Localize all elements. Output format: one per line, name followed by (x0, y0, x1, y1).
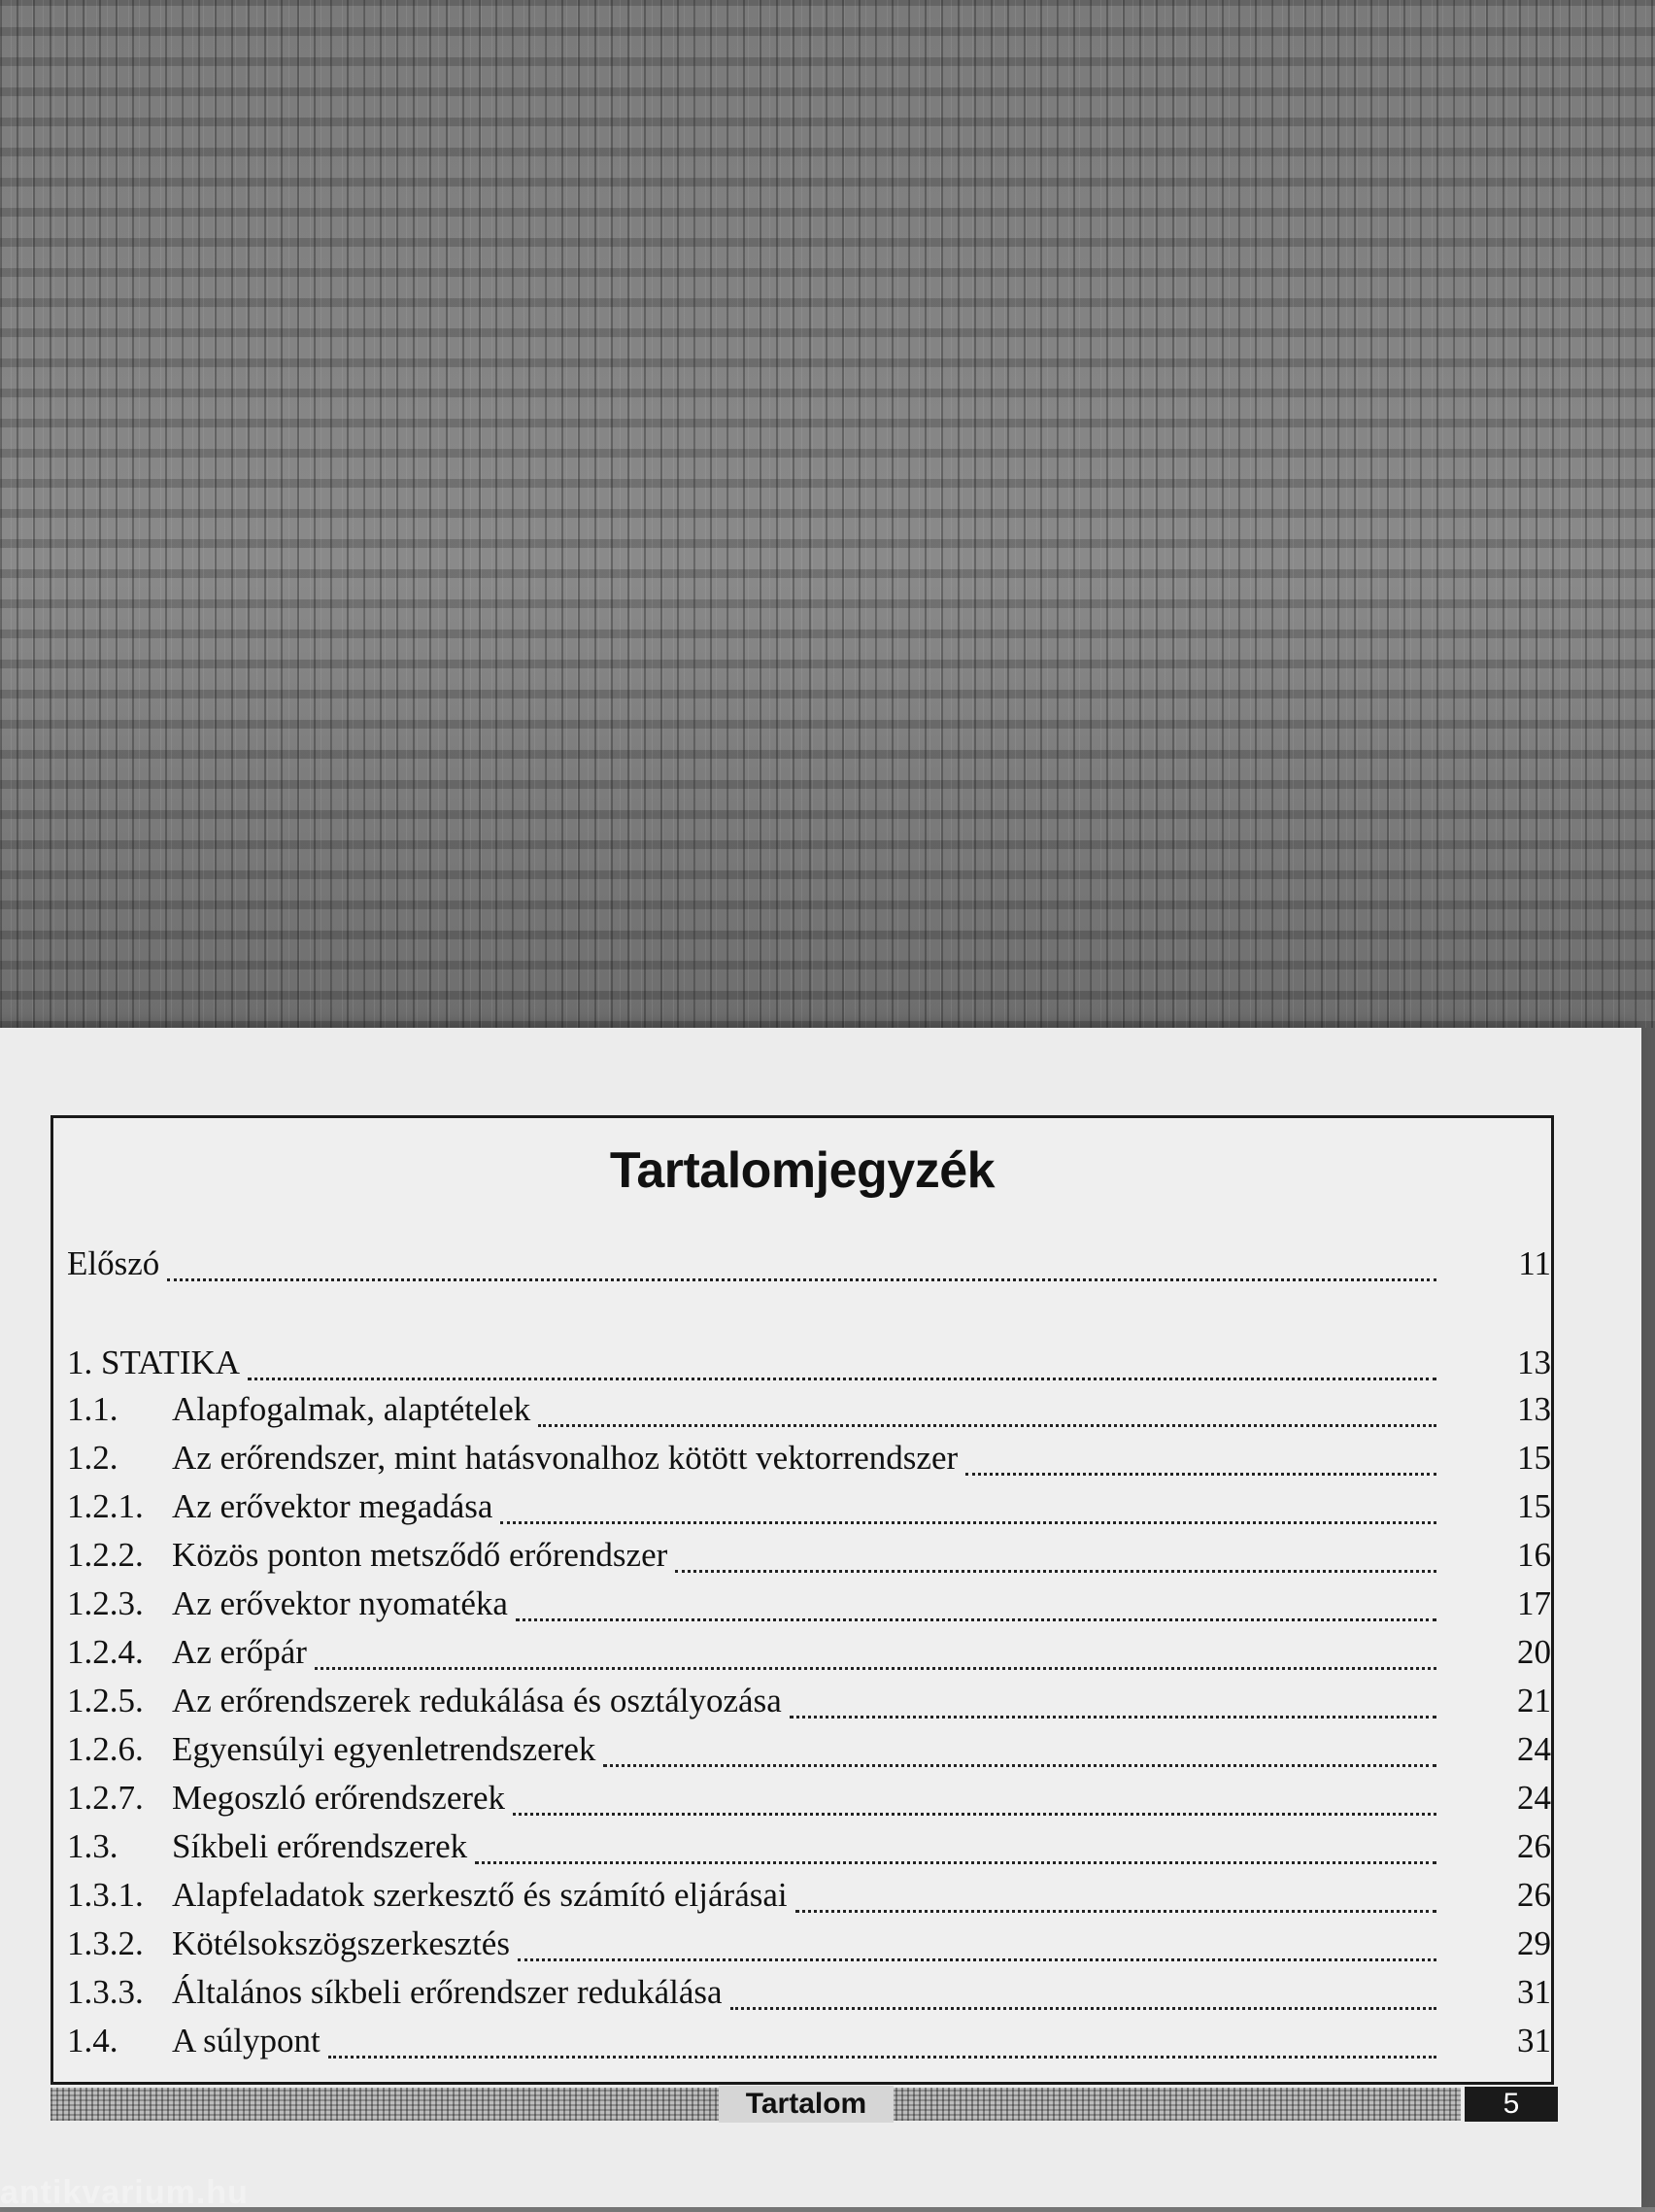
toc-entry-label: Közös ponton metsződő erőrendszer (172, 1536, 668, 1574)
dot-leader (475, 1861, 1436, 1864)
toc-entry-page: 24 (1517, 1779, 1551, 1817)
toc-entry-label: Az erővektor nyomatéka (172, 1584, 508, 1622)
toc-entry (67, 1973, 1551, 2022)
toc-entry-label: Megoszló erőrendszerek (172, 1779, 506, 1817)
dot-leader (538, 1424, 1436, 1427)
toc-entry-page: 24 (1517, 1730, 1551, 1768)
toc-entry-page: 17 (1517, 1584, 1551, 1622)
toc-entry-page: 11 (1518, 1244, 1551, 1282)
dot-leader (328, 2056, 1436, 2059)
toc-entry (67, 1876, 1551, 1924)
toc-entry-page: 29 (1517, 1924, 1551, 1962)
toc-entry (67, 1682, 1551, 1730)
watermark: antikvarium.hu (0, 2174, 249, 2211)
footer-section-label: Tartalom (719, 2086, 894, 2123)
dot-leader (675, 1570, 1436, 1573)
toc-entry (67, 1390, 1551, 1439)
toc-entry (67, 1633, 1551, 1682)
dot-leader (248, 1378, 1436, 1380)
toc-entry-number: 1.4. (67, 2022, 118, 2059)
toc-entry-number: 1.3.2. (67, 1924, 144, 1962)
toc-entry (67, 1487, 1551, 1536)
toc-entry-label: Az erővektor megadása (172, 1487, 493, 1525)
toc-entry-page: 21 (1517, 1682, 1551, 1719)
toc-entry-label: Az erőrendszer, mint hatásvonalhoz kötött vektorrendszer (172, 1439, 959, 1477)
toc-entry-number: 1.2.6. (67, 1730, 144, 1768)
toc-entry-label: Az erőpár (172, 1633, 307, 1671)
toc-entry-number: 1.2. (67, 1439, 118, 1477)
toc-entry (67, 1536, 1551, 1584)
toc-entry-number: 1.2.4. (67, 1633, 144, 1671)
dot-leader (518, 1958, 1436, 1961)
toc-entry-page: 20 (1517, 1633, 1551, 1671)
toc-title: Tartalomjegyzék (609, 1142, 996, 1199)
toc-entry-label: Előszó (67, 1244, 160, 1282)
toc-entry-page: 15 (1517, 1487, 1551, 1525)
toc-entry (67, 1924, 1551, 1973)
toc-entry-label: Alapfeladatok szerkesztő és számító eljárásai (172, 1876, 788, 1914)
toc-entry (67, 1730, 1551, 1779)
toc-entry-number: 1.3.3. (67, 1973, 144, 2011)
dot-leader (513, 1813, 1436, 1816)
toc-entry-page: 26 (1517, 1876, 1551, 1914)
toc-entry-page: 15 (1517, 1439, 1551, 1477)
toc-entry-number: 1.3. (67, 1827, 118, 1865)
toc-entry-page: 13 (1517, 1390, 1551, 1428)
desk-background (0, 0, 1655, 1030)
toc-entry (67, 1344, 1551, 1392)
dot-leader (167, 1278, 1436, 1281)
toc-entry-page: 26 (1517, 1827, 1551, 1865)
toc-entry-label: Általános síkbeli erőrendszer redukálása (172, 1973, 723, 2011)
dot-leader (603, 1764, 1436, 1767)
dot-leader (795, 1910, 1436, 1913)
toc-entry (67, 1244, 1551, 1293)
toc-entry-label: A súlypont (172, 2022, 321, 2059)
toc-entry-number: 1.2.1. (67, 1487, 144, 1525)
dot-leader (790, 1716, 1436, 1719)
dot-leader (965, 1473, 1436, 1476)
toc-entry (67, 1439, 1551, 1487)
toc-entry-label: 1. STATIKA (67, 1344, 241, 1381)
toc-entry-number: 1.1. (67, 1390, 118, 1428)
toc-entry-page: 31 (1517, 2022, 1551, 2059)
toc-entry-label: Egyensúlyi egyenletrendszerek (172, 1730, 596, 1768)
toc-entry-label: Az erőrendszerek redukálása és osztályozása (172, 1682, 782, 1719)
page-edge (1641, 1028, 1655, 2207)
toc-entry-number: 1.2.7. (67, 1779, 144, 1817)
dot-leader (516, 1618, 1436, 1621)
toc-entry-page: 13 (1517, 1344, 1551, 1381)
footer-page-number: 5 (1465, 2087, 1558, 2122)
dot-leader (730, 2007, 1436, 2010)
toc-entry-number: 1.3.1. (67, 1876, 144, 1914)
toc-entry-number: 1.2.3. (67, 1584, 144, 1622)
toc-entry (67, 1584, 1551, 1633)
dot-leader (500, 1521, 1436, 1524)
toc-entry-label: Kötélsokszögszerkesztés (172, 1924, 510, 1962)
toc-entry-label: Alapfogalmak, alaptételek (172, 1390, 531, 1428)
dot-leader (315, 1667, 1436, 1670)
toc-entry (67, 1827, 1551, 1876)
toc-entry (67, 2022, 1551, 2070)
toc-entry-page: 16 (1517, 1536, 1551, 1574)
toc-entry-label: Síkbeli erőrendszerek (172, 1827, 468, 1865)
toc-frame (51, 1115, 1554, 2085)
toc-entry (67, 1779, 1551, 1827)
toc-entry-number: 1.2.2. (67, 1536, 144, 1574)
toc-entry-number: 1.2.5. (67, 1682, 144, 1719)
toc-entry-page: 31 (1517, 1973, 1551, 2011)
